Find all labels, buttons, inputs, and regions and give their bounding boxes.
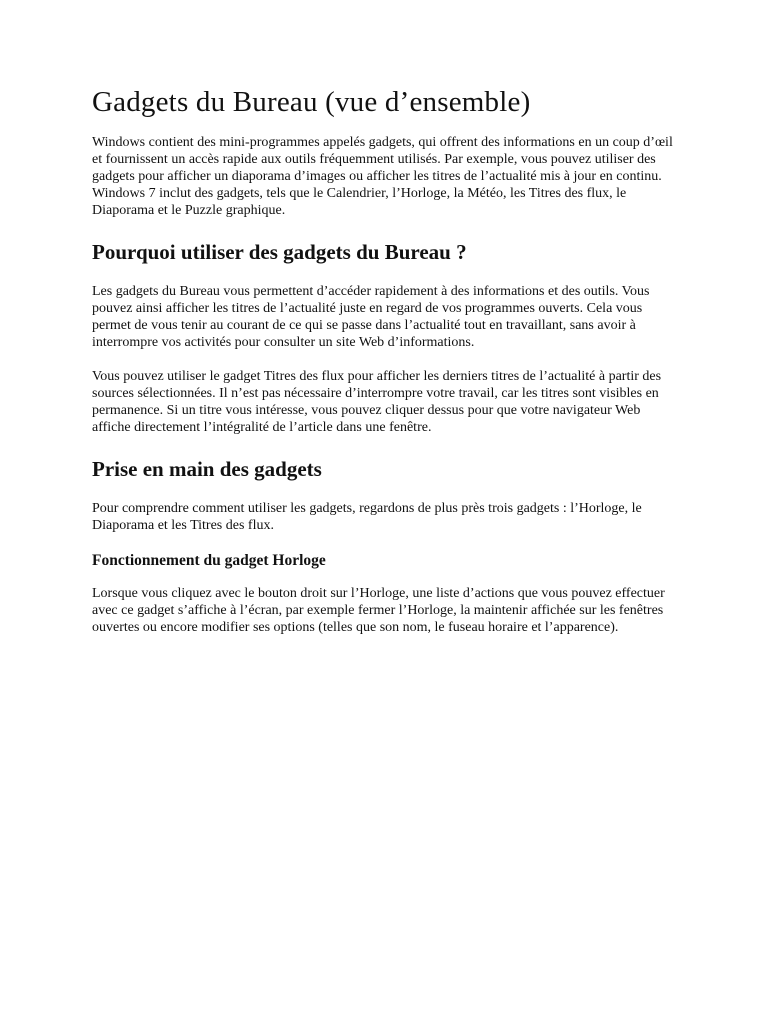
section-why-paragraph-2: Vous pouvez utiliser le gadget Titres des flux pour afficher les derniers titres de l’actualité à partir des sources sélectionnées. Il n’est pas nécessaire d’interrompre votre travail, car les titres sont visibles en permanence. Si un titre vous intéresse, vous pouvez cliquer dessus pour que votre navigateur Web affiche directement l’intégralité de l’article dans une fenêtre. — [92, 369, 662, 435]
section-heading-getting-started: Prise en main des gadgets — [92, 457, 322, 481]
subsection-heading-clock: Fonctionnement du gadget Horloge — [92, 552, 326, 569]
section-why-paragraph-1: Les gadgets du Bureau vous permettent d’accéder rapidement à des informations et des outils. Vous pouvez ainsi afficher les titres de l’actualité juste en regard de vos programmes ouverts. Cela vous permet de vous tenir au courant de ce qui se passe dans l’actualité tout en travaillant, sans avoir à interrompre vos activités pour consulter un site Web d’informations. — [92, 284, 650, 350]
document-page — [92, 84, 682, 636]
subsection-clock-paragraph: Lorsque vous cliquez avec le bouton droit sur l’Horloge, une liste d’actions que vous pouvez effectuer avec ce gadget s’affiche à l’écran, par exemple fermer l’Horloge, la maintenir affichée sur les fenêtres ouvertes ou encore modifier ses options (telles que son nom, le fuseau horaire et l’apparence). — [92, 586, 665, 635]
intro-paragraph: Windows contient des mini-programmes appelés gadgets, qui offrent des informations en un coup d’œil et fournissent un accès rapide aux outils fréquemment utilisés. Par exemple, vous pouvez utiliser des gadgets pour afficher un diaporama d’images ou afficher les titres de l’actualité mis à jour en continu. Windows 7 inclut des gadgets, tels que le Calendrier, l’Horloge, la Météo, les Titres des flux, le Diaporama et le Puzzle graphique. — [92, 135, 673, 218]
section-heading-why: Pourquoi utiliser des gadgets du Bureau ? — [92, 240, 467, 264]
document-title: Gadgets du Bureau (vue d’ensemble) — [92, 86, 531, 118]
section-getting-started-paragraph: Pour comprendre comment utiliser les gadgets, regardons de plus près trois gadgets : l’Horloge, le Diaporama et les Titres des flux. — [92, 501, 642, 533]
